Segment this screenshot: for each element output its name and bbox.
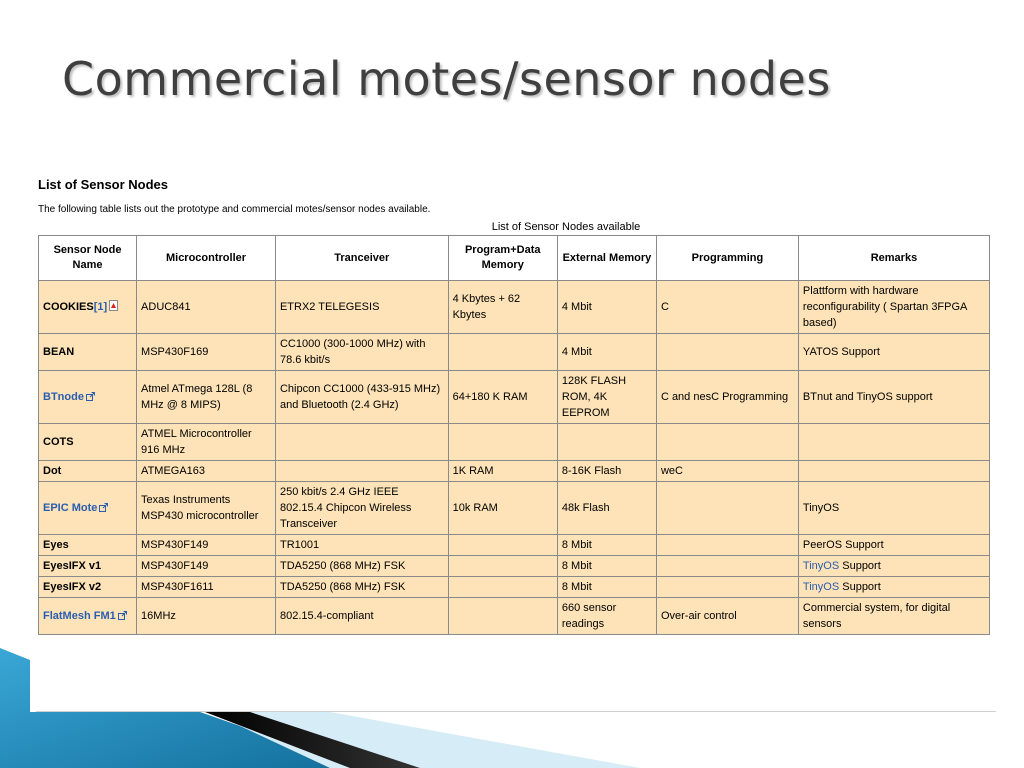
external-memory-cell <box>558 424 656 460</box>
table-header-row <box>39 236 989 280</box>
program-data-memory-cell <box>449 577 557 597</box>
program-data-memory-cell <box>449 598 557 634</box>
programming-cell: C <box>657 281 798 333</box>
programming-cell <box>657 334 798 370</box>
node-name-text[interactable]: BTnode <box>43 391 84 403</box>
remarks-cell <box>799 461 989 481</box>
external-memory-cell: 8 Mbit <box>558 577 656 597</box>
program-data-memory-cell <box>449 556 557 576</box>
header-microcontroller: Microcontroller <box>137 236 275 280</box>
node-name-text: EyesIFX v2 <box>43 581 102 593</box>
tranceiver-cell: TR1001 <box>276 535 448 555</box>
header-remarks: Remarks <box>799 236 989 280</box>
reference-link[interactable]: [1] <box>93 301 108 313</box>
table-row <box>39 371 989 423</box>
remarks-cell: Plattform with hardware reconfigurability ( Spartan 3FPGA based) <box>799 281 989 333</box>
external-memory-cell: 4 Mbit <box>558 281 656 333</box>
remarks-suffix: Support <box>839 581 881 593</box>
remarks-cell <box>799 424 989 460</box>
sensor-nodes-table <box>38 235 990 635</box>
table-row <box>39 281 989 333</box>
remarks-cell: BTnut and TinyOS support <box>799 371 989 423</box>
node-name-epic-mote[interactable] <box>39 482 136 534</box>
program-data-memory-cell: 4 Kbytes + 62 Kbytes <box>449 281 557 333</box>
programming-cell <box>657 556 798 576</box>
tranceiver-cell: TDA5250 (868 MHz) FSK <box>276 577 448 597</box>
node-name-text: BEAN <box>43 346 75 358</box>
node-name-flatmesh-fm1[interactable] <box>39 598 136 634</box>
remarks-cell: Commercial system, for digital sensors <box>799 598 989 634</box>
table-row <box>39 598 989 634</box>
microcontroller-cell: ATMEL Microcontroller 916 MHz <box>137 424 275 460</box>
program-data-memory-cell: 1K RAM <box>449 461 557 481</box>
programming-cell <box>657 535 798 555</box>
microcontroller-cell: ADUC841 <box>137 281 275 333</box>
slide-title: Commercial motes/sensor nodes <box>62 52 831 106</box>
remarks-cell <box>799 577 989 597</box>
tranceiver-cell <box>276 461 448 481</box>
node-name-text: EyesIFX v1 <box>43 560 102 572</box>
table-row <box>39 577 989 597</box>
section-heading: List of Sensor Nodes <box>38 177 169 192</box>
node-name-bean <box>39 334 136 370</box>
node-name-text: COTS <box>43 436 74 448</box>
node-name-eyesifx-v1 <box>39 556 136 576</box>
content-area <box>36 176 996 635</box>
node-name-cots <box>39 424 136 460</box>
external-link-icon <box>99 503 108 512</box>
external-memory-cell: 660 sensor readings <box>558 598 656 634</box>
table-row <box>39 556 989 576</box>
node-name-eyesifx-v2 <box>39 577 136 597</box>
node-name-text[interactable]: EPIC Mote <box>43 502 98 514</box>
programming-cell <box>657 482 798 534</box>
microcontroller-cell: ATMEGA163 <box>137 461 275 481</box>
header-external-memory: External Memory <box>558 236 656 280</box>
program-data-memory-cell: 64+180 K RAM <box>449 371 557 423</box>
microcontroller-cell: Atmel ATmega 128L (8 MHz @ 8 MIPS) <box>137 371 275 423</box>
header-tranceiver: Tranceiver <box>276 236 448 280</box>
node-name-text: COOKIES <box>43 301 94 313</box>
table-caption: List of Sensor Nodes available <box>491 221 641 233</box>
header-sensor-node-name: Sensor Node Name <box>39 236 136 280</box>
tranceiver-cell: TDA5250 (868 MHz) FSK <box>276 556 448 576</box>
program-data-memory-cell <box>449 424 557 460</box>
table-row <box>39 424 989 460</box>
program-data-memory-cell: 10k RAM <box>449 482 557 534</box>
slide-decoration <box>0 640 1024 768</box>
tranceiver-cell: 802.15.4-compliant <box>276 598 448 634</box>
external-link-icon <box>86 392 95 401</box>
node-name-text: Dot <box>43 465 62 477</box>
node-name-dot <box>39 461 136 481</box>
table-row <box>39 482 989 534</box>
intro-text: The following table lists out the prototype and commercial motes/sensor nodes available. <box>38 204 431 215</box>
external-link-icon <box>118 611 127 620</box>
programming-cell: weC <box>657 461 798 481</box>
header-program-data-memory: Program+Data Memory <box>449 236 557 280</box>
tinyos-link[interactable]: TinyOS <box>802 560 840 572</box>
tranceiver-cell: ETRX2 TELEGESIS <box>276 281 448 333</box>
remarks-cell: TinyOS <box>799 482 989 534</box>
pdf-icon <box>109 300 118 311</box>
table-row <box>39 461 989 481</box>
node-name-text: Eyes <box>43 539 69 551</box>
node-name-text[interactable]: FlatMesh FM1 <box>43 610 116 622</box>
node-name-eyes <box>39 535 136 555</box>
programming-cell: Over-air control <box>657 598 798 634</box>
tinyos-link[interactable]: TinyOS <box>802 581 840 593</box>
table-row <box>39 334 989 370</box>
table-body <box>39 281 989 634</box>
microcontroller-cell: Texas Instruments MSP430 microcontroller <box>137 482 275 534</box>
table-row <box>39 535 989 555</box>
programming-cell <box>657 577 798 597</box>
external-memory-cell: 8 Mbit <box>558 535 656 555</box>
remarks-suffix: Support <box>839 560 881 572</box>
microcontroller-cell: MSP430F149 <box>137 556 275 576</box>
external-memory-cell: 8 Mbit <box>558 556 656 576</box>
header-programming: Programming <box>657 236 798 280</box>
microcontroller-cell: MSP430F169 <box>137 334 275 370</box>
programming-cell <box>657 424 798 460</box>
tranceiver-cell: 250 kbit/s 2.4 GHz IEEE 802.15.4 Chipcon Wireless Transceiver <box>276 482 448 534</box>
remarks-cell <box>799 556 989 576</box>
tranceiver-cell <box>276 424 448 460</box>
microcontroller-cell: 16MHz <box>137 598 275 634</box>
tranceiver-cell: Chipcon CC1000 (433-915 MHz) and Bluetooth (2.4 GHz) <box>276 371 448 423</box>
node-name-btnode[interactable] <box>39 371 136 423</box>
program-data-memory-cell <box>449 535 557 555</box>
external-memory-cell: 8-16K Flash <box>558 461 656 481</box>
external-memory-cell: 128K FLASH ROM, 4K EEPROM <box>558 371 656 423</box>
node-name-cookies <box>39 281 136 333</box>
programming-cell: C and nesC Programming <box>657 371 798 423</box>
microcontroller-cell: MSP430F1611 <box>137 577 275 597</box>
tranceiver-cell: CC1000 (300-1000 MHz) with 78.6 kbit/s <box>276 334 448 370</box>
external-memory-cell: 4 Mbit <box>558 334 656 370</box>
microcontroller-cell: MSP430F149 <box>137 535 275 555</box>
program-data-memory-cell <box>449 334 557 370</box>
remarks-cell: YATOS Support <box>799 334 989 370</box>
remarks-cell: PeerOS Support <box>799 535 989 555</box>
external-memory-cell: 48k Flash <box>558 482 656 534</box>
